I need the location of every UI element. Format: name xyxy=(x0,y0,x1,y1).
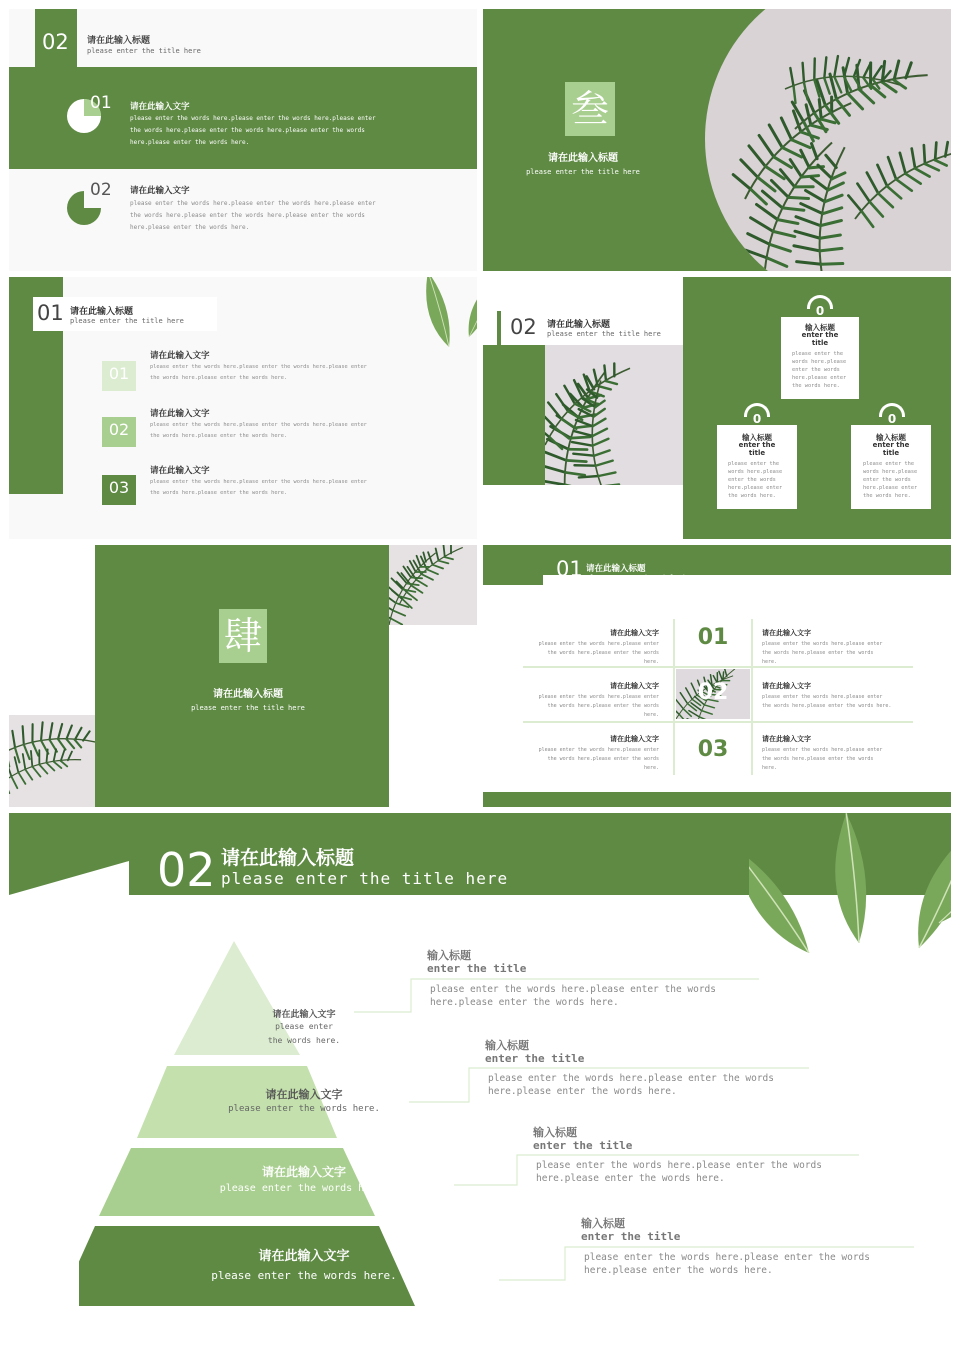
card-2-num: 0 xyxy=(752,412,762,426)
pyramid-1-body-1: please enter xyxy=(275,1022,333,1031)
slide6-row3-right-body-1: please enter the words here.please enter xyxy=(762,747,883,753)
slide7-title: 请在此输入标题 xyxy=(221,847,355,869)
callout-3-title: 输入标题 xyxy=(533,1126,577,1139)
card-1-sub-1: enter the xyxy=(801,331,839,339)
callout-2-body-2: here.please enter the words here. xyxy=(488,1086,677,1097)
slide1-item1-body-2: the words here.please enter the words here.please enter the words xyxy=(130,127,365,134)
slide6-vdiv-2 xyxy=(751,619,753,775)
slide6-row2-right-body-1: please enter the words here.please enter xyxy=(762,694,883,700)
slide3-item1-num: 01 xyxy=(108,364,130,383)
pyramid-1-body-2: the words here. xyxy=(267,1036,341,1045)
slide5-title: 请在此输入标题 xyxy=(213,689,283,700)
slide2-char: 叁 xyxy=(570,87,609,131)
slide6-row3-left-body-3: here. xyxy=(643,765,659,771)
card-1-body-4: here.please enter xyxy=(792,375,847,381)
callout-2-title: 输入标题 xyxy=(485,1039,529,1052)
card-3-body-2: words here.please xyxy=(863,469,918,475)
slide6-row3-right-heading: 请在此输入文字 xyxy=(762,735,811,743)
slide5-char: 肆 xyxy=(223,614,262,658)
slide3-item3-body-2: the words here.please enter the words here. xyxy=(150,490,288,496)
slide6-row3-left-body-1: please enter the words here.please enter xyxy=(538,747,659,753)
slide4-num: 02 xyxy=(510,315,537,339)
slide6-row1-right-body-2: the words here.please enter the words xyxy=(762,650,874,656)
card-2-sub-1: enter the xyxy=(738,441,776,449)
slide6-vdiv-1 xyxy=(673,619,675,775)
slide6-divider-2 xyxy=(523,721,913,723)
slide-3 xyxy=(9,277,477,539)
slide6-row1-left-body-1: please enter the words here.please enter xyxy=(538,641,659,647)
slide3-item3-body-1: please enter the words here.please enter the words here.please enter xyxy=(150,479,367,485)
slide3-item2-num: 02 xyxy=(108,420,130,439)
slide6-title: 请在此输入标题 xyxy=(586,564,646,574)
callout-1-body-2: here.please enter the words here. xyxy=(430,997,619,1008)
slide6-row1-right-heading: 请在此输入文字 xyxy=(762,629,811,637)
card-2-body-3: enter the words xyxy=(728,477,776,483)
slide3-header-accent xyxy=(27,297,33,331)
slide5-subtitle: please enter the title here xyxy=(191,704,305,712)
card-2-sub-2: title xyxy=(748,449,766,457)
card-3-body-3: enter the words xyxy=(863,477,911,483)
slide4-header-accent xyxy=(497,311,501,345)
callout-3-body-2: here.please enter the words here. xyxy=(536,1173,725,1184)
card-2-body-2: words here.please xyxy=(728,469,783,475)
slide2-subtitle: please enter the title here xyxy=(526,168,640,176)
slide3-item3-heading: 请在此输入文字 xyxy=(150,466,210,476)
card-1-body-1: please enter the xyxy=(792,351,844,357)
palm-leaves-image xyxy=(705,9,951,271)
card-3-body-1: please enter the xyxy=(863,461,915,467)
slide3-item1-body-2: the words here.please enter the words here. xyxy=(150,375,288,381)
palm-photo xyxy=(545,345,683,485)
slide1-item2-heading: 请在此输入文字 xyxy=(130,186,190,196)
slide6-row2-right-heading: 请在此输入文字 xyxy=(762,682,811,690)
slide5-panel xyxy=(95,545,389,807)
slide-7 xyxy=(9,813,951,1343)
card-2-body-5: the words here. xyxy=(728,493,776,499)
slide3-subtitle: please enter the title here xyxy=(70,317,184,325)
slide6-bottom-band xyxy=(483,792,951,807)
callout-1-sub: enter the title xyxy=(427,962,527,975)
slide7-subtitle: please enter the title here xyxy=(221,869,509,888)
callout-connectors xyxy=(9,813,951,1343)
slide7-num: 02 xyxy=(157,843,216,897)
callout-1-title: 输入标题 xyxy=(427,949,471,962)
slide3-item2-body-2: the words here.please enter the words here. xyxy=(150,433,288,439)
slide4-title: 请在此输入标题 xyxy=(547,320,611,330)
slide2-title: 请在此输入标题 xyxy=(548,153,618,164)
pyramid-2-heading: 请在此输入文字 xyxy=(265,1088,343,1101)
slide1-title: 请在此输入标题 xyxy=(87,36,151,46)
slide3-item1-body-1: please enter the words here.please enter the words here.please enter xyxy=(150,364,367,370)
card-1-body-5: the words here. xyxy=(792,383,840,389)
card-3-title: 输入标题 xyxy=(876,433,906,442)
slide4-subtitle: please enter the title here xyxy=(547,330,661,338)
card-3-sub-1: enter the xyxy=(872,441,910,449)
pyramid-4-heading: 请在此输入文字 xyxy=(258,1249,350,1264)
slide6-row3-right-body-2: the words here.please enter the words xyxy=(762,756,874,762)
pyramid-1-heading: 请在此输入文字 xyxy=(272,1010,336,1020)
pyramid-2-body: please enter the words here. xyxy=(228,1104,380,1114)
callout-1-body-1: please enter the words here.please enter the words xyxy=(430,984,716,995)
pyramid-4-body: please enter the words here. xyxy=(211,1269,397,1282)
palm-photo-circle xyxy=(705,9,951,271)
slide6-row3-left-heading: 请在此输入文字 xyxy=(610,735,659,743)
slide6-row1-right-body-3: here. xyxy=(762,659,778,665)
slide6-header-cut xyxy=(483,575,543,585)
slide6-subtitle: please enter the title here xyxy=(586,574,700,582)
slide3-item2-heading: 请在此输入文字 xyxy=(150,409,210,419)
callout-2-sub: enter the title xyxy=(485,1052,585,1065)
slide5-left-photo xyxy=(9,715,95,807)
card-1-title: 输入标题 xyxy=(805,323,835,332)
slide3-item3-num: 03 xyxy=(108,478,130,497)
slide-1 xyxy=(9,9,477,271)
slide1-item1-num: 01 xyxy=(90,93,112,113)
slide6-row1-left-heading: 请在此输入文字 xyxy=(610,629,659,637)
card-2-title: 输入标题 xyxy=(742,433,772,442)
slide6-row2-left-heading: 请在此输入文字 xyxy=(610,682,659,690)
slide6-divider-1 xyxy=(523,666,913,668)
slide-2 xyxy=(483,9,951,271)
card-2-body-1: please enter the xyxy=(728,461,780,467)
slide6-row3-num: 03 xyxy=(697,737,729,762)
card-3-num: 0 xyxy=(887,412,897,426)
slide1-item2-body-3: here.please enter the words here. xyxy=(130,224,250,231)
slide6-row3-left-body-2: the words here.please enter the words xyxy=(547,756,659,762)
slide6-row1-right-body-1: please enter the words here.please enter xyxy=(762,641,883,647)
slide3-title: 请在此输入标题 xyxy=(70,307,134,317)
pyramid-3-heading: 请在此输入文字 xyxy=(261,1165,346,1179)
callout-3-sub: enter the title xyxy=(533,1139,633,1152)
callout-4-sub: enter the title xyxy=(581,1230,681,1243)
card-1-sub-2: title xyxy=(811,339,829,347)
slide-4 xyxy=(483,277,951,539)
card-3-sub-2: title xyxy=(882,449,900,457)
slide3-num: 01 xyxy=(37,301,64,325)
pyramid-3-body: please enter the words here. xyxy=(219,1183,389,1194)
slide1-subtitle: please enter the title here xyxy=(87,47,201,55)
slide6-row2-left-body-2: the words here.please enter the words xyxy=(547,703,659,709)
slide6-row2-left-body-3: here. xyxy=(643,712,659,718)
card-1-body-3: enter the words xyxy=(792,367,840,373)
slide6-row1-left-body-3: here. xyxy=(643,659,659,665)
callout-4-body-2: here.please enter the words here. xyxy=(584,1265,773,1276)
callout-2-body-1: please enter the words here.please enter the words xyxy=(488,1073,774,1084)
slide1-item1-heading: 请在此输入文字 xyxy=(130,102,190,112)
card-1-num: 0 xyxy=(815,304,825,318)
card-2-body-4: here.please enter xyxy=(728,485,783,491)
slide6-row1-num: 01 xyxy=(697,625,729,650)
slide1-item2-body-2: the words here.please enter the words here.please enter the words xyxy=(130,212,365,219)
slide5-right-photo xyxy=(389,545,477,625)
slide3-item1-heading: 请在此输入文字 xyxy=(150,351,210,361)
card-3-body-4: here.please enter xyxy=(863,485,918,491)
slide1-num: 02 xyxy=(42,30,69,54)
slide6-row2-left-body-1: please enter the words here.please enter xyxy=(538,694,659,700)
slide3-item2-body-1: please enter the words here.please enter the words here.please enter xyxy=(150,422,367,428)
slide6-row3-right-body-3: here. xyxy=(762,765,778,771)
card-3-body-5: the words here. xyxy=(863,493,911,499)
leaf-image xyxy=(419,277,477,347)
callout-4-title: 输入标题 xyxy=(581,1217,625,1230)
slide6-num: 01 xyxy=(556,557,583,581)
slide6-row2-num: 02 xyxy=(697,680,729,705)
slide6-top-band xyxy=(483,545,951,575)
slide6-row1-left-body-2: the words here.please enter the words xyxy=(547,650,659,656)
slide6-row2-right-body-2: the words here.please enter the words here. xyxy=(762,703,892,709)
slide1-item1-body-3: here.please enter the words here. xyxy=(130,139,250,146)
slide1-item2-body-1: please enter the words here.please enter the words here.please enter xyxy=(130,200,376,207)
callout-3-body-1: please enter the words here.please enter the words xyxy=(536,1160,822,1171)
card-1-body-2: words here.please xyxy=(792,359,847,365)
slide-6 xyxy=(483,545,951,807)
callout-4-body-1: please enter the words here.please enter the words xyxy=(584,1252,870,1263)
slide1-item1-body-1: please enter the words here.please enter the words here.please enter xyxy=(130,115,376,122)
slide-5 xyxy=(9,545,477,807)
slide1-item2-num: 02 xyxy=(90,180,112,200)
